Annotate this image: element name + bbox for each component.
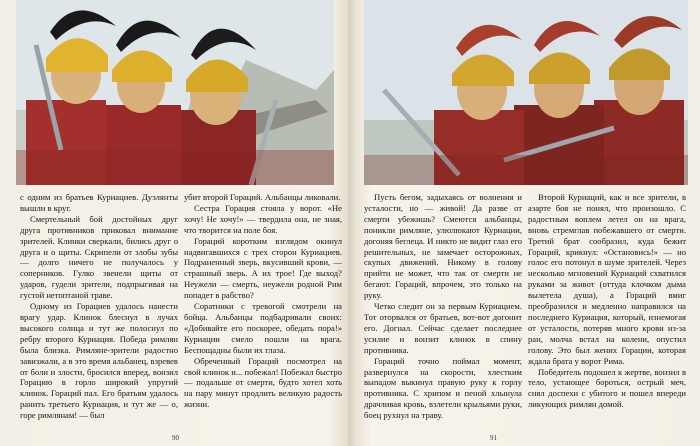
paragraph: убит второй Гораций. Альбанцы ликовали. [184,192,341,202]
right-page [350,0,700,446]
paragraph: Четко следит он за первым Куриацием. Тот оторвался от братьев, вот-вот догонит его. Догнал. Сейчас сделает последнее усилие и вонзит клинок в спину противника. [364,301,522,355]
paragraph: Смертельный бой достойных друг друга противников приковал внимание зрителей. Клинки сверкали, бились друг о друга и о щиты. Скрипели от злобы зубы — долго ничего не получалось у соперников. Гулко звенели щиты от ударов, гудели зрители, подпрыгивая на густой нетоптаной траве. [20,213,178,301]
paragraph: Второй Куриаций, как и все зрители, в азарте боя не понял, что произошло. С радостным воплем летел он на врага, вновь стремглав побежавшего от смерти. Третий брат сообразил, куда бежит Гораций, крикнул: «Остановись!» — но голос его потонул в шуме зрителей. Через несколько мгновений Куриаций схватился руками за живот (оттуда клочком дыма вылетела душа), а Гораций вмиг преобразился и медленно направился на последнего Куриация, который, изнемогая от усталости, потеряв много крови из-за ран, молча встал на колени, опустил голову. Это был жених Горации, которая ждала брата у ворот Рима. [528,192,686,366]
paragraph: Гораций точно поймал момент, развернулся на скорости, хлестким выпадом выкинул правую руку к горлу противника. С хрипом и пеной хлынула драчливая кровь, взлетели крыльями руки, боец рухнул на траву. [364,355,522,421]
paragraph: Одному из Горациев удалось нанести врагу удар. Клинок блеснул в лучах высокого солнца и тут же полоснул по ребру второго Куриация. Победа римлян была близка. Римляне-зрители радостно завизжали, а в это время альбанец, взревев от боли и злости, бросился вперед, вонзил Горацию в горло широкий упругий клинок. Гораций пал. Его братьям удалось ранить третьего Куриация, и тут же — о, горе римлянам! — был [20,301,178,421]
paragraph: Гораций коротким взглядом окинул надвигавшихся с трех сторон Куриациев. Подраненный зверь, вкусивший крови, — страшный зверь. А их трое! Где выход? Неужели — смерть, неужели родной Рим попадет в рабство? [184,235,342,301]
paragraph: Победитель подошел к жертве, вонзил в тело, устающее бороться, острый меч, снял доспехи с убитого и пошел впереди ликующих римлян домой. [528,366,686,410]
paragraph: с одним из братьев Куриациев. Дуэлянты вышли в круг. [20,192,178,213]
paragraph: Обреченный Гораций посмотрел на свой клинок и... побежал! Побежал быстро — подальше от смерти, будто хотел хоть на пару минут продлить великую радость жизни. [184,355,342,410]
left-page-column-1 [20,192,178,421]
page-number: 91 [490,434,497,442]
paragraph: Соратники с тревогой смотрели на бойца. Альбанцы подбадривали своих: «Добивайте его поскорее, обедать пора!» Куриации смело пошли на врага. Беспощадны были их глаза. [184,301,342,355]
right-page-column-1 [364,192,522,421]
right-page-column-2 [528,192,686,410]
paragraph: Пусть бегом, задыхаясь от волнения и усталости, но — живой! Да разве от смерти убежишь? Смеются альбанцы, поникли римляне, улюлюкают Куриации, догоняя беглеца. И никто не видит глаз его решительных, не замечает осторожных, скупых движений. Никому в голову прийти не может, что так от смерти не бегают. Гораций, впрочем, это только на руку. [364,192,522,301]
illustration-albans [16,0,334,185]
page-number: 90 [172,434,179,442]
left-page-column-2 [184,192,342,410]
illustration-horatii [364,0,688,185]
paragraph: Сестра Горация стояла у ворот. «Не хочу! Не хочу!» — твердила она, не зная, что творится на поле боя. [184,202,342,235]
